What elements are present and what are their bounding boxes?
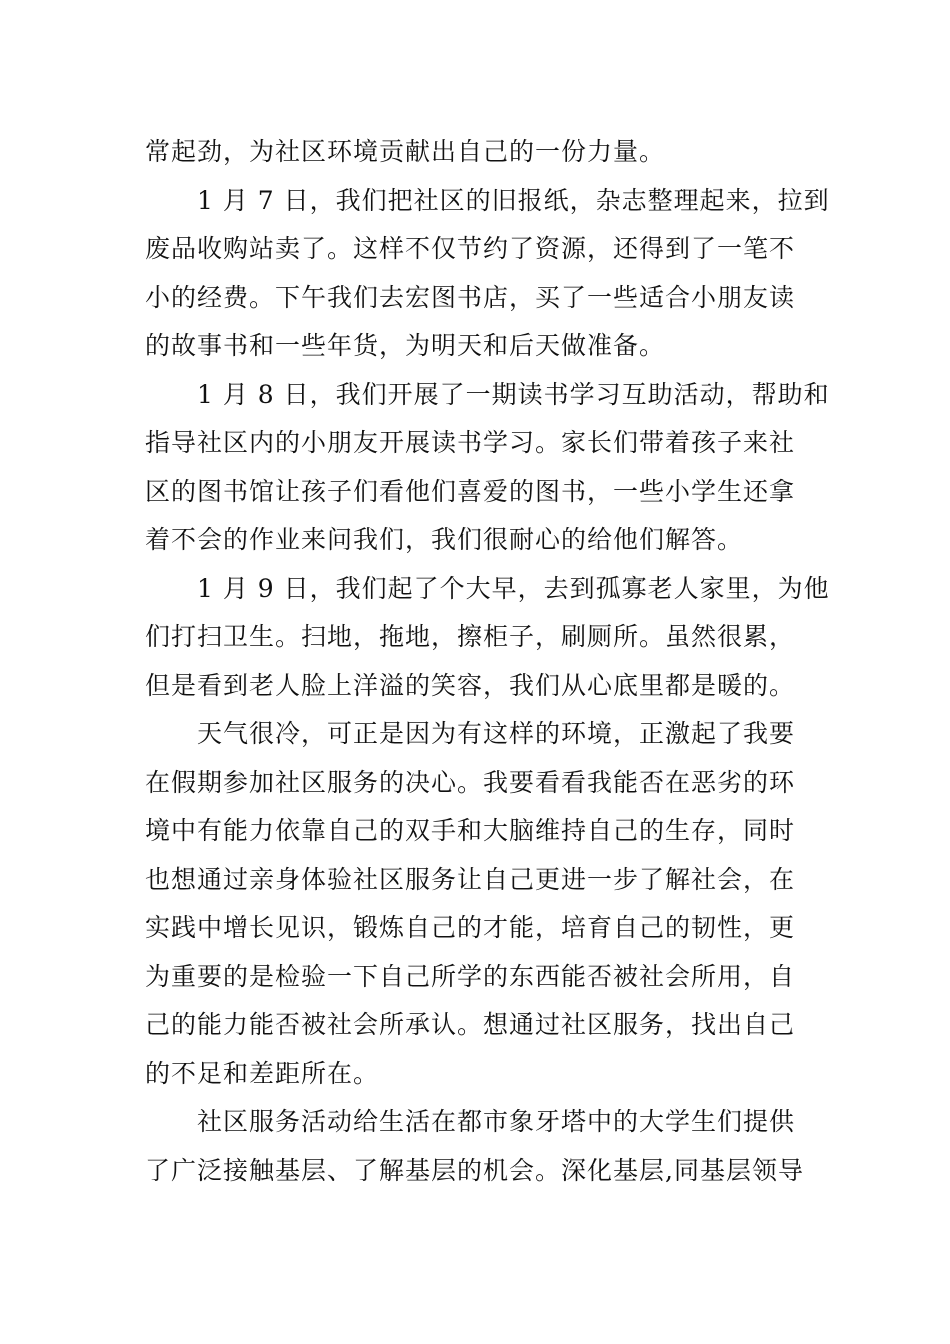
text-line: 的不足和差距所在。 <box>145 1058 380 1088</box>
text-line: 的故事书和一些年货，为明天和后天做准备。 <box>145 331 666 360</box>
text-line: 己的能力能否被社会所承认。想通过社区服务，找出自己 <box>145 1010 796 1039</box>
text-line: 但是看到老人脸上洋溢的笑容，我们从心底里都是暖的。 <box>145 670 796 700</box>
text-line: 小的经费。下午我们去宏图书店，买了一些适合小朋友读 <box>145 282 796 312</box>
text-line: 常起劲，为社区环境贡献出自己的一份力量。 <box>145 137 666 166</box>
text-line: 实践中增长见识，锻炼自己的才能，培育自己的韧性，更 <box>145 913 796 942</box>
text-line: 废品收购站卖了。这样不仅节约了资源，还得到了一笔不 <box>145 234 796 263</box>
text-line: 们打扫卫生。扫地，拖地，擦柜子，刷厕所。虽然很累， <box>145 622 796 651</box>
paragraph-start-line: 天气很冷，可正是因为有这样的环境，正激起了我要 <box>197 719 796 748</box>
paragraph-start-line: 1 月 8 日，我们开展了一期读书学习互助活动，帮助和 <box>197 379 830 409</box>
text-line: 区的图书馆让孩子们看他们喜爱的图书，一些小学生还拿 <box>145 476 796 506</box>
paragraph-start-line: 社区服务活动给生活在都市象牙塔中的大学生们提供 <box>197 1107 796 1136</box>
text-line: 指导社区内的小朋友开展读书学习。家长们带着孩子来社 <box>145 428 796 457</box>
text-line: 为重要的是检验一下自己所学的东西能否被社会所用，自 <box>145 961 796 991</box>
text-line: 也想通过亲身体验社区服务让自己更进一步了解社会，在 <box>145 864 796 894</box>
paragraph-start-line: 1 月 7 日，我们把社区的旧报纸，杂志整理起来，拉到 <box>197 185 830 215</box>
paragraph-start-line: 1 月 9 日，我们起了个大早，去到孤寡老人家里，为他 <box>197 573 830 603</box>
text-line: 境中有能力依靠自己的双手和大脑维持自己的生存，同时 <box>145 816 796 845</box>
text-line: 着不会的作业来问我们，我们很耐心的给他们解答。 <box>145 525 744 554</box>
text-line: 了广泛接触基层、了解基层的机会。深化基层,同基层领导 <box>145 1155 804 1185</box>
text-line: 在假期参加社区服务的决心。我要看看我能否在恶劣的环 <box>145 767 796 797</box>
document-page <box>145 128 830 1195</box>
